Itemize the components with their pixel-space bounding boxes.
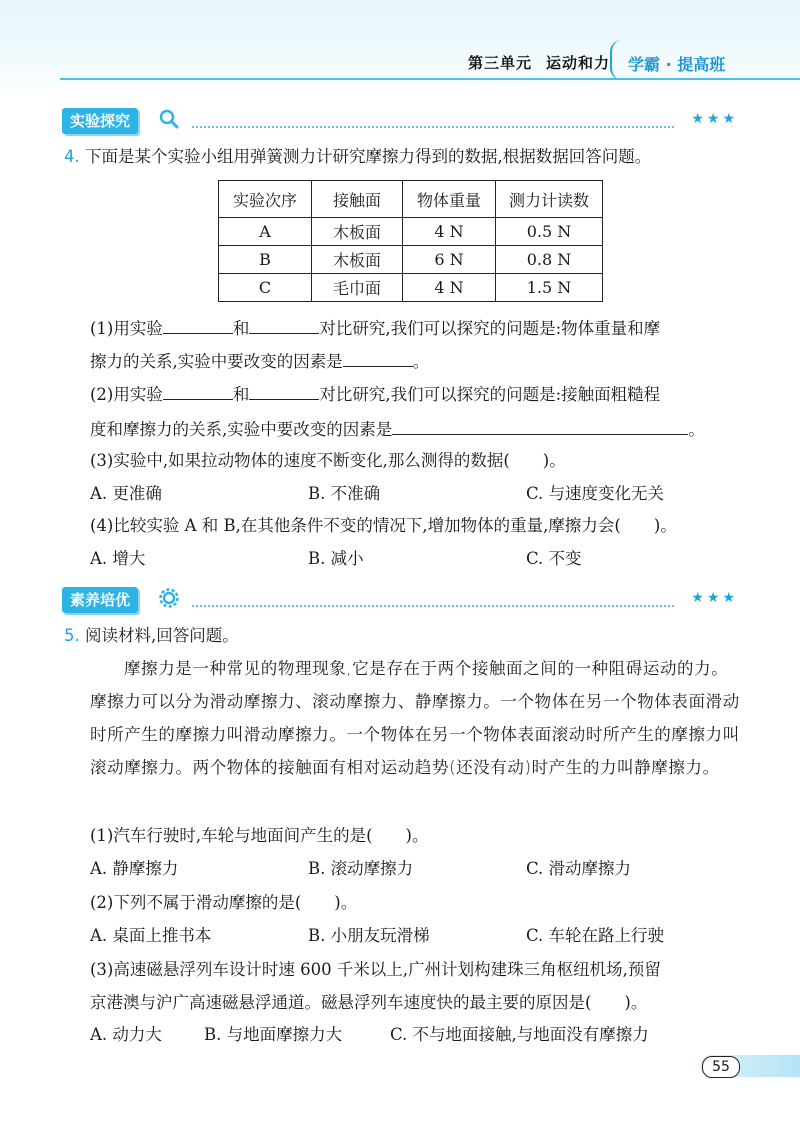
text-segment: 擦力的关系,实验中要改变的因素是 xyxy=(90,352,343,371)
q4-sub4-option-c[interactable]: C. 不变 xyxy=(526,549,582,568)
section-dotted-line xyxy=(192,605,674,607)
table-header-cell: 测力计读数 xyxy=(496,181,603,218)
section-tag: 素养培优 xyxy=(62,587,138,613)
table-row xyxy=(219,218,603,246)
q5-sub2-option-b[interactable]: B. 小朋友玩滑梯 xyxy=(308,926,430,945)
q5-sub3-option-b[interactable]: B. 与地面摩擦力大 xyxy=(204,1025,343,1044)
q5-sub3-stem-line2: 京港澳与沪广高速磁悬浮通道。磁悬浮列车速度快的最主要的原因是( )。 xyxy=(90,993,648,1012)
data-table xyxy=(218,180,603,302)
table-header-cell: 接触面 xyxy=(312,181,403,218)
page-number: 55 xyxy=(702,1056,740,1078)
table-cell: 4 N xyxy=(403,218,496,246)
text-segment: 和 xyxy=(232,319,250,338)
question-number: 5. xyxy=(64,626,80,645)
q4-sub4-option-a[interactable]: A. 增大 xyxy=(90,549,146,568)
header-divider xyxy=(60,78,800,80)
text-segment: 和 xyxy=(232,385,250,404)
answer-blank[interactable] xyxy=(343,350,413,367)
answer-blank[interactable] xyxy=(249,317,319,334)
difficulty-stars: ★★★ xyxy=(691,111,738,127)
table-header-cell: 实验次序 xyxy=(219,181,312,218)
question-number: 4. xyxy=(64,147,80,166)
brand-logo-text: 学霸 · 提高班 xyxy=(628,55,726,74)
reading-passage: 摩擦力是一种常见的物理现象,它是存在于两个接触面之间的一种阻碍运动的力。摩擦力可以分为滑动摩擦力、滚动摩擦力、静摩擦力。一个物体在另一个物体表面滑动时所产生的摩擦力叫滑动摩擦力。一个物体在另一个物体表面滚动时所产生的摩擦力叫滚动摩擦力。两个物体的接触面有相对运动趋势(还没有动)时产生的力叫静摩擦力。 xyxy=(90,659,740,777)
q5-sub2-stem: (2)下列不属于滑动摩擦的是( )。 xyxy=(90,893,358,912)
answer-blank[interactable] xyxy=(163,317,233,334)
magnifier-icon xyxy=(158,108,180,130)
q4-sub2-line1 xyxy=(90,383,660,405)
q5-sub1-option-c[interactable]: C. 滑动摩擦力 xyxy=(526,859,632,878)
question-4-stem xyxy=(64,147,651,167)
q5-sub1-option-b[interactable]: B. 滚动摩擦力 xyxy=(308,859,414,878)
table-cell: 0.8 N xyxy=(496,246,603,274)
q4-sub3-option-c[interactable]: C. 与速度变化无关 xyxy=(526,484,665,503)
q5-sub1-option-a[interactable]: A. 静摩擦力 xyxy=(90,859,179,878)
q4-sub3-option-a[interactable]: A. 更准确 xyxy=(90,484,162,503)
q4-sub4-stem: (4)比较实验 A 和 B,在其他条件不变的情况下,增加物体的重量,摩擦力会( )。 xyxy=(90,516,677,535)
table-cell: 木板面 xyxy=(312,246,403,274)
q5-sub3-option-a[interactable]: A. 动力大 xyxy=(90,1025,162,1044)
table-header-row xyxy=(219,181,603,218)
table-cell: A xyxy=(219,218,312,246)
header-band xyxy=(0,0,800,96)
table-cell: 0.5 N xyxy=(496,218,603,246)
q5-sub1-stem: (1)汽车行驶时,车轮与地面间产生的是( )。 xyxy=(90,826,429,845)
table-cell: 毛巾面 xyxy=(312,274,403,302)
answer-blank[interactable] xyxy=(163,383,233,400)
question-5-stem xyxy=(64,626,239,646)
table-cell: 木板面 xyxy=(312,218,403,246)
table-cell: B xyxy=(219,246,312,274)
gear-icon xyxy=(158,587,180,609)
table-row xyxy=(219,274,603,302)
text-segment: 度和摩擦力的关系,实验中要改变的因素是 xyxy=(90,420,393,439)
q4-sub4-option-b[interactable]: B. 减小 xyxy=(308,549,364,568)
text-segment: 。 xyxy=(412,352,430,371)
section-tag: 实验探究 xyxy=(62,108,138,134)
unit-topic: 运动和力 xyxy=(546,54,611,72)
q4-sub1-line2 xyxy=(90,350,429,372)
q5-sub2-option-a[interactable]: A. 桌面上推书本 xyxy=(90,926,212,945)
text-segment: (2)用实验 xyxy=(90,385,163,404)
section-header-experiment xyxy=(62,108,738,136)
q4-sub2-line2 xyxy=(90,418,705,440)
q5-sub2-option-c[interactable]: C. 车轮在路上行驶 xyxy=(526,926,665,945)
table-cell: 6 N xyxy=(403,246,496,274)
difficulty-stars: ★★★ xyxy=(691,590,738,606)
answer-blank[interactable] xyxy=(392,418,688,435)
answer-blank[interactable] xyxy=(249,383,319,400)
question-text: 阅读材料,回答问题。 xyxy=(85,626,239,645)
text-segment: 对比研究,我们可以探究的问题是:物体重量和摩 xyxy=(319,319,661,338)
text-segment: (1)用实验 xyxy=(90,319,163,338)
header-unit-title xyxy=(468,52,610,73)
q4-sub3-option-b[interactable]: B. 不准确 xyxy=(308,484,381,503)
q4-sub1-line1 xyxy=(90,317,660,339)
q5-sub3-stem-line1: (3)高速磁悬浮列车设计时速 600 千米以上,广州计划构建珠三角枢纽机场,预留 xyxy=(90,960,661,979)
unit-label: 第三单元 xyxy=(468,54,533,72)
text-segment: 对比研究,我们可以探究的问题是:接触面粗糙程 xyxy=(319,385,661,404)
table-cell: C xyxy=(219,274,312,302)
table-row xyxy=(219,246,603,274)
q4-sub3-stem: (3)实验中,如果拉动物体的速度不断变化,那么测得的数据( )。 xyxy=(90,451,566,470)
table-cell: 1.5 N xyxy=(496,274,603,302)
section-header-literacy xyxy=(62,587,738,615)
section-dotted-line xyxy=(192,126,674,128)
question-text: 下面是某个实验小组用弹簧测力计研究摩擦力得到的数据,根据数据回答问题。 xyxy=(85,147,652,166)
text-segment: 。 xyxy=(688,420,705,439)
table-header-cell: 物体重量 xyxy=(403,181,496,218)
q5-sub3-option-c[interactable]: C. 不与地面接触,与地面没有摩擦力 xyxy=(390,1025,649,1044)
table-cell: 4 N xyxy=(403,274,496,302)
